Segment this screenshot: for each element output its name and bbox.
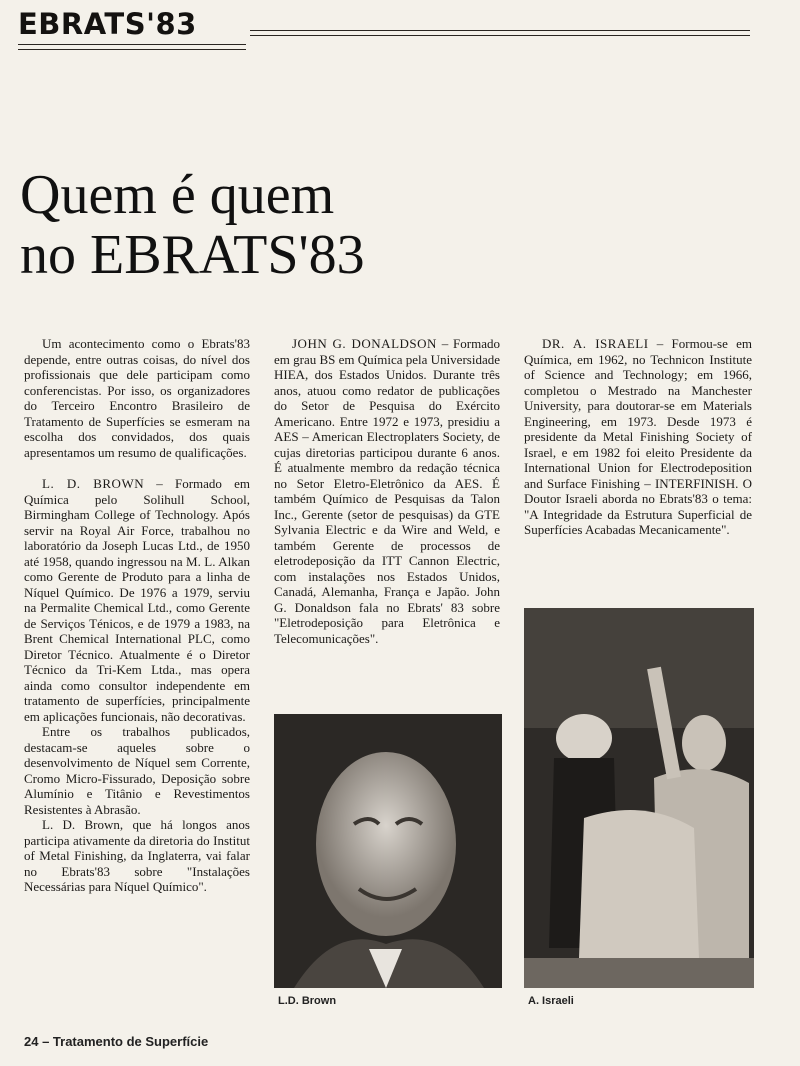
donaldson-paragraph [274, 336, 500, 646]
portrait-image [274, 714, 502, 988]
masthead [18, 6, 248, 42]
title-line-1: Quem é quem [20, 164, 335, 226]
israeli-photo [524, 608, 754, 988]
brown-text-1: – Formado em Química pelo Solihull School, Birmingham College of Technology. Após servir na Royal Air Force, trabalhou no laboratório da Joseph Lucas Ltd., de 1950 até 1958, quando ingressou na M. L. Alkan como Gerente de Produto para a linha de Níquel Químico. De 1976 a 1979, serviu na Permalite Chemical Ltd., como Gerente de Serviços Ténicos, e de 1979 a 1983, na Brent Chemical International PLC, como Diretor Técnico. Atualmente é o Diretor Técnico da Tri-Kem Ltda., mas opera ainda como consultor independente em tratamento de superfícies, principalmente em aplicações funcionais, não decorativas. [24, 476, 251, 724]
column-2 [274, 336, 500, 646]
brown-paragraph-2: Entre os trabalhos publicados, destacam-se aqueles sobre o desenvolvimento de Níquel sem Corrente, Cromo Micro-Fissurado, Deposição sobre Alumínio e Titânio e Revestimentos Resistentes à Abrasão. [24, 724, 250, 817]
masthead-rule [18, 44, 246, 45]
intro-paragraph: Um acontecimento como o Ebrats'83 depende, entre outras coisas, do nível dos profissionais que dele participam como conferencistas. Por isso, os organizadores do Terceiro Encontro Brasileiro de Tratamento de Superfícies se esmeram na escolha dos convidados, dos quais apresentamos um resumo de qualificações. [24, 336, 250, 460]
israeli-paragraph [524, 336, 752, 538]
title-line-2: no EBRATS'83 [20, 224, 365, 286]
israeli-name: DR. A. ISRAELI [542, 336, 649, 351]
page-title [20, 165, 580, 285]
donaldson-name: JOHN G. DONALDSON [292, 336, 437, 351]
donaldson-text: – Formado em grau BS em Química pela Universidade HIEA, dos Estados Unidos. Durante três anos, atuou como redator de publicações do Setor de Pesquisa do Exército Americano. Entre 1972 e 1973, presidiu a AES – American Electroplaters Society, de cujas diretorias participou durante 6 anos. É atualmente membro da redação técnica no Setor Eletro-Eletrônico da AES. É também Químico de Pesquisas da Talon Inc., Gerente (setor de pesquisas) da GTE Sylvania Electric e da Wire and Weld, e também Gerente de processos de eletrodeposição da ITT Cannon Electric, com instalações nos Estados Unidos, Canadá, Alemanha, França e Japão. John G. Donaldson fala no Ebrats' 83 sobre "Eletrodeposição para Eletrônica e Telecomunicações". [274, 336, 500, 646]
masthead-title: EBRATS'83 [18, 7, 197, 41]
israeli-text: – Formou-se em Química, em 1962, no Technicon Institute of Science and Technology; em 1966, completou o Mestrado na Manchester University, para doutorar-se em Materials Engineering, em 1973. Desde 1973 é presidente da Metal Finishing Society of Israel, e em 1982 foi eleito Presidente da International Union for Electrodeposition and Surface Finishing – INTERFINISH. O Doutor Israeli aborda no Ebrats'83 o tema: "A Integridade da Estrutura Superficial de Superfícies Acabadas Mecanicamente". [524, 336, 752, 537]
header-rule [250, 35, 750, 36]
event-image [524, 608, 754, 988]
brown-caption: L.D. Brown [278, 995, 337, 1007]
brown-paragraph-3: L. D. Brown, que há longos anos participa ativamente da diretoria do Institut of Metal Finishing, da Inglaterra, vai falar no Ebrats'83 sobre "Instalações Necessárias para Níquel Químico". [24, 817, 250, 894]
header-rule [250, 30, 750, 31]
column-3 [524, 336, 752, 538]
brown-photo [274, 714, 502, 988]
column-1 [24, 336, 250, 895]
masthead-rule [18, 49, 246, 50]
brown-name: L. D. BROWN [42, 476, 145, 491]
brown-paragraph-1 [24, 476, 250, 724]
page-footer: 24 – Tratamento de Superfície [24, 1034, 209, 1049]
israeli-caption: A. Israeli [528, 995, 574, 1007]
